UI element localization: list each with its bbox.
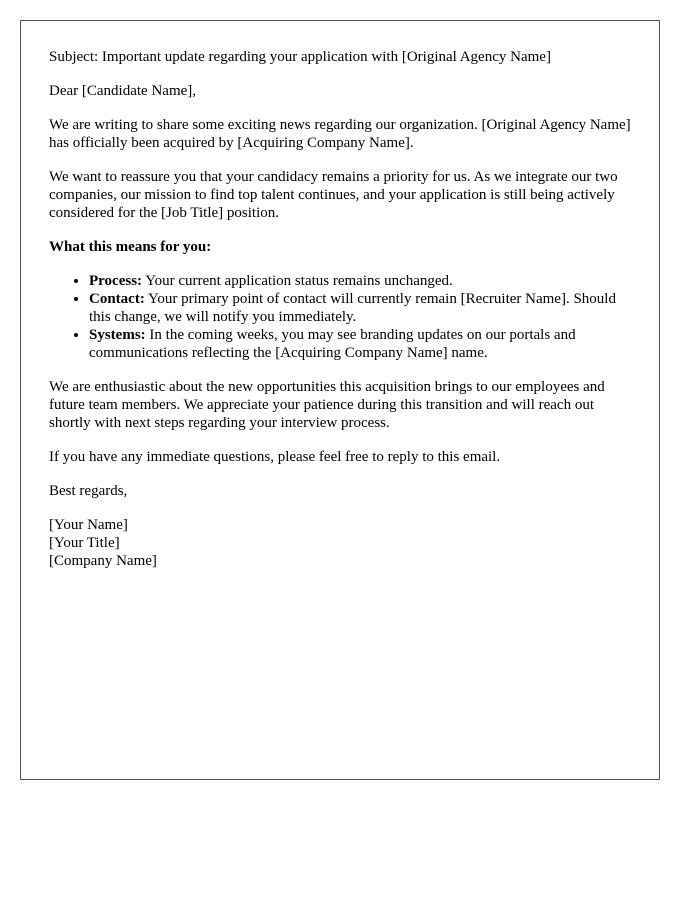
signature-company: [Company Name]: [49, 553, 157, 569]
signature-title: [Your Title]: [49, 535, 120, 551]
paragraph: We are enthusiastic about the new opportunities this acquisition brings to our employees and future team members. We appreciate your patience during this transition and will reach out shortly with next steps regarding your interview process.: [49, 379, 605, 431]
paragraph: If you have any immediate questions, please feel free to reply to this email.: [49, 449, 501, 465]
list-item: • Systems: In the coming weeks, you may see branding updates on our portals and communications reflecting the [Acquiring Company Name] name.: [89, 326, 631, 362]
closing: Best regards,: [49, 483, 128, 499]
section-heading: What this means for you:: [49, 239, 212, 255]
list-item: • Contact: Your primary point of contact will currently remain [Recruiter Name]. Should this change, we will notify you immediately.: [89, 290, 631, 326]
bullet-list: [49, 272, 631, 362]
paragraph: We want to reassure you that your candidacy remains a priority for us. As we integrate our two companies, our mission to find top talent continues, and your application is still being actively considered for the [Job Title] position.: [49, 169, 618, 221]
signature-name: [Your Name]: [49, 517, 128, 533]
signature: [49, 516, 631, 570]
letter: [20, 20, 660, 780]
list-item: • Process: Your current application status remains unchanged.: [89, 272, 631, 290]
greeting: Dear [Candidate Name],: [49, 83, 197, 99]
paragraph: We are writing to share some exciting news regarding our organization. [Original Agency Name] has officially been acquired by [Acquiring Company Name].: [49, 117, 631, 151]
subject: Subject: Important update regarding your application with [Original Agency Name]: [49, 49, 551, 65]
